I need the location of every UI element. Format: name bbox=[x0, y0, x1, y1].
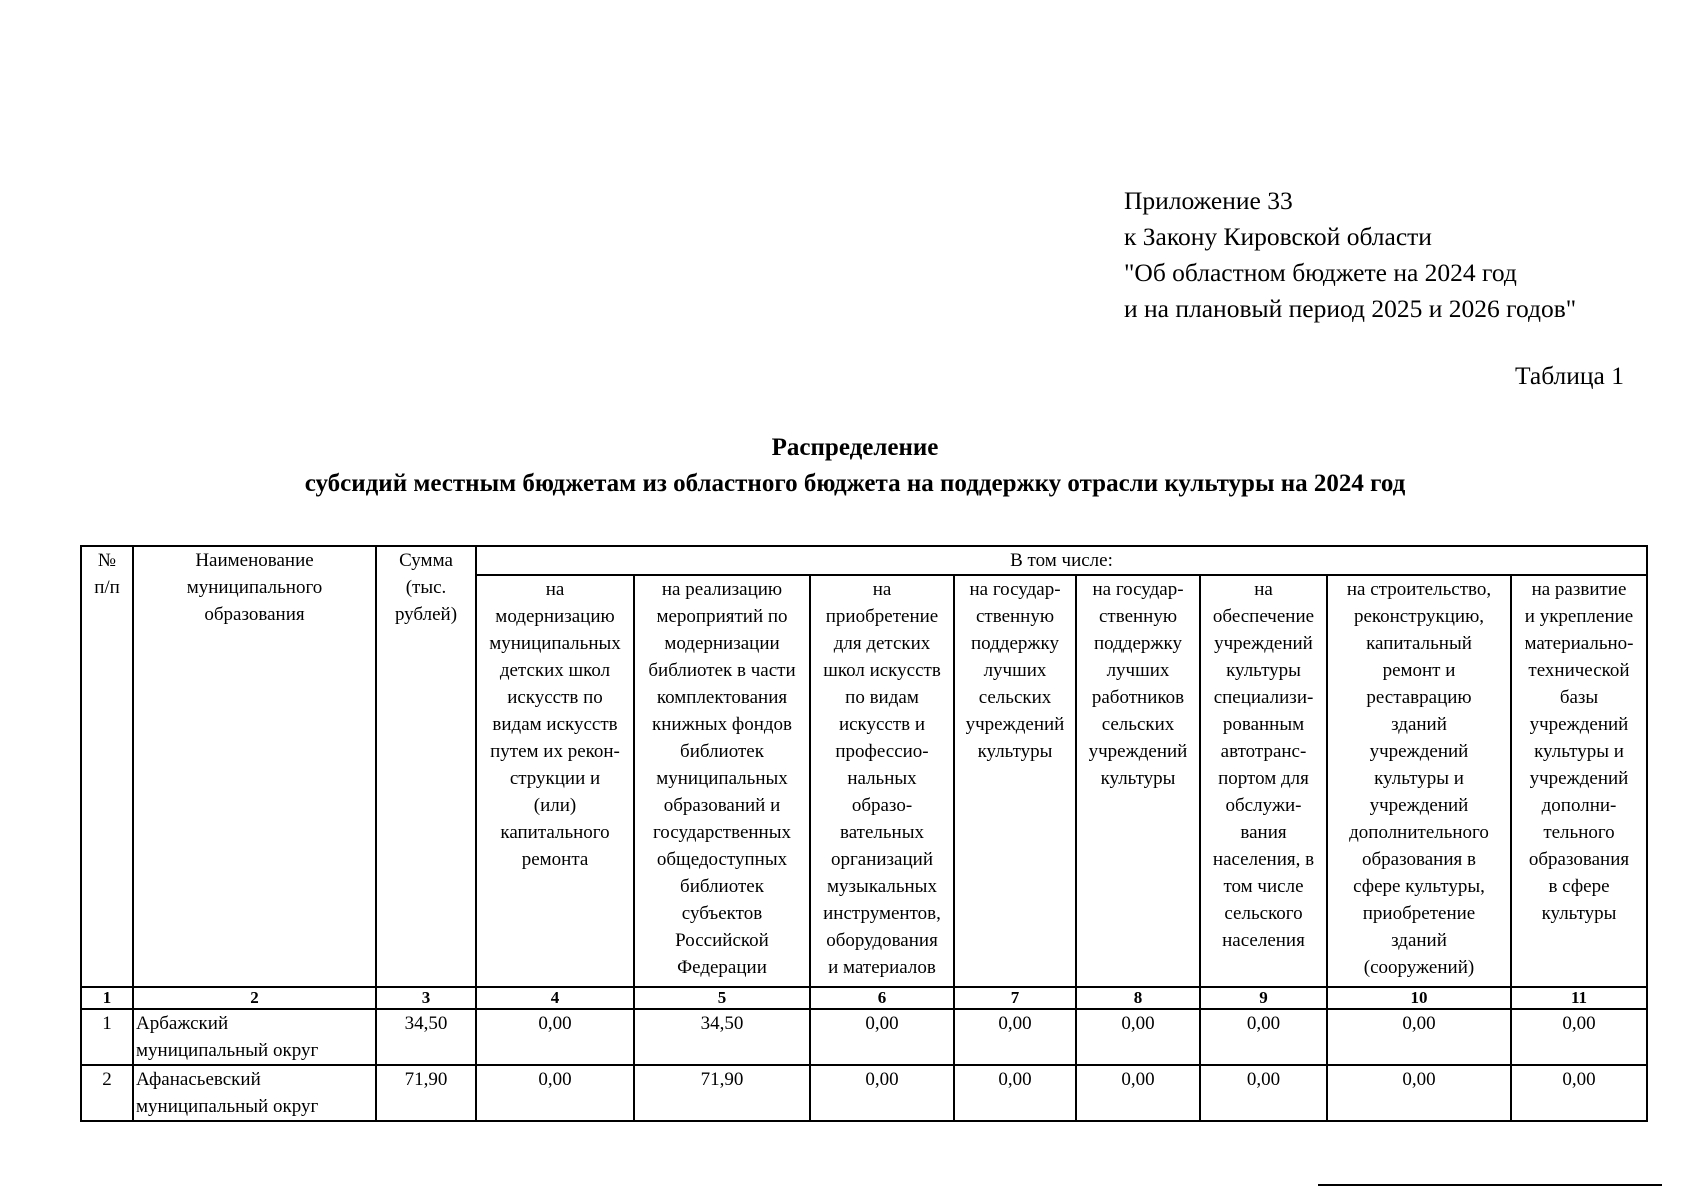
table-row bbox=[81, 1065, 1647, 1121]
header-cell-including: В том числе: bbox=[476, 546, 1647, 575]
appendix-line: и на плановый период 2025 и 2026 годов" bbox=[1124, 294, 1577, 323]
subheader-cell: на обеспечение учреждений культуры специализи- рованным автотранс- портом для обслужи- вания населения, в том числе сельского населения bbox=[1200, 575, 1327, 987]
subheader-cell: на государ- ственную поддержку лучших работников сельских учреждений культуры bbox=[1076, 575, 1200, 987]
subheader-cell: на приобретение для детских школ искусств по видам искусств и профессио- нальных образо- вательных организаций музыкальных инструментов, оборудования и материалов bbox=[810, 575, 954, 987]
header-cell-name: Наименование муниципального образования bbox=[133, 546, 376, 987]
column-number-cell: 11 bbox=[1511, 987, 1647, 1009]
column-number-row bbox=[81, 987, 1647, 1009]
column-number-cell: 8 bbox=[1076, 987, 1200, 1009]
value-cell: 0,00 bbox=[1511, 1009, 1647, 1065]
table-row bbox=[81, 1009, 1647, 1065]
column-number-cell: 3 bbox=[376, 987, 476, 1009]
column-number-cell: 2 bbox=[133, 987, 376, 1009]
appendix-header bbox=[1124, 183, 1576, 327]
column-number-cell: 5 bbox=[634, 987, 810, 1009]
column-number-cell: 4 bbox=[476, 987, 634, 1009]
value-cell: 0,00 bbox=[954, 1009, 1076, 1065]
header-row bbox=[81, 546, 1647, 575]
value-cell: 0,00 bbox=[476, 1009, 634, 1065]
municipality-name: Афанасьевский муниципальный округ bbox=[133, 1065, 376, 1121]
value-cell: 0,00 bbox=[476, 1065, 634, 1121]
header-cell-num: № п/п bbox=[81, 546, 133, 987]
column-number-cell: 7 bbox=[954, 987, 1076, 1009]
appendix-line: Приложение 33 bbox=[1124, 186, 1293, 215]
value-cell: 71,90 bbox=[634, 1065, 810, 1121]
subheader-cell: на развитие и укрепление материально- технической базы учреждений культуры и учреждений дополни- тельного образования в сфере культуры bbox=[1511, 575, 1647, 987]
table-label: Таблица 1 bbox=[1514, 361, 1624, 390]
appendix-line: к Закону Кировской области bbox=[1124, 222, 1432, 251]
value-cell: 0,00 bbox=[1511, 1065, 1647, 1121]
value-cell: 0,00 bbox=[1327, 1065, 1511, 1121]
value-cell: 0,00 bbox=[1200, 1065, 1327, 1121]
header-cell-sum: Сумма (тыс. рублей) bbox=[376, 546, 476, 987]
value-cell: 34,50 bbox=[634, 1009, 810, 1065]
value-cell: 0,00 bbox=[1076, 1009, 1200, 1065]
value-cell: 0,00 bbox=[1327, 1009, 1511, 1065]
column-number-cell: 10 bbox=[1327, 987, 1511, 1009]
sum-cell: 71,90 bbox=[376, 1065, 476, 1121]
subsidy-table bbox=[80, 545, 1648, 1122]
footer-rule bbox=[1318, 1184, 1662, 1186]
value-cell: 0,00 bbox=[954, 1065, 1076, 1121]
column-number-cell: 9 bbox=[1200, 987, 1327, 1009]
municipality-name: Арбажский муниципальный округ bbox=[133, 1009, 376, 1065]
subheader-cell: на государ- ственную поддержку лучших сельских учреждений культуры bbox=[954, 575, 1076, 987]
row-number: 1 bbox=[81, 1009, 133, 1065]
value-cell: 0,00 bbox=[810, 1009, 954, 1065]
title-line: субсидий местным бюджетам из областного бюджета на поддержку отрасли культуры на 2024 год bbox=[304, 470, 1406, 497]
appendix-line: "Об областном бюджете на 2024 год bbox=[1124, 258, 1517, 287]
column-number-cell: 6 bbox=[810, 987, 954, 1009]
value-cell: 0,00 bbox=[1200, 1009, 1327, 1065]
title-line: Распределение bbox=[771, 434, 939, 461]
subheader-cell: на модернизацию муниципальных детских школ искусств по видам искусств путем их рекон- струкции и (или) капитального ремонта bbox=[476, 575, 634, 987]
row-number: 2 bbox=[81, 1065, 133, 1121]
value-cell: 0,00 bbox=[1076, 1065, 1200, 1121]
column-number-cell: 1 bbox=[81, 987, 133, 1009]
sum-cell: 34,50 bbox=[376, 1009, 476, 1065]
document-title bbox=[0, 430, 1689, 502]
value-cell: 0,00 bbox=[810, 1065, 954, 1121]
subheader-cell: на реализацию мероприятий по модернизации библиотек в части комплектования книжных фондов библиотек муниципальных образований и государственных общедоступных библиотек субъектов Российской Федерации bbox=[634, 575, 810, 987]
subheader-cell: на строительство, реконструкцию, капитальный ремонт и реставрацию зданий учреждений культуры и учреждений дополнительного образования в сфере культуры, приобретение зданий (сооружений) bbox=[1327, 575, 1511, 987]
